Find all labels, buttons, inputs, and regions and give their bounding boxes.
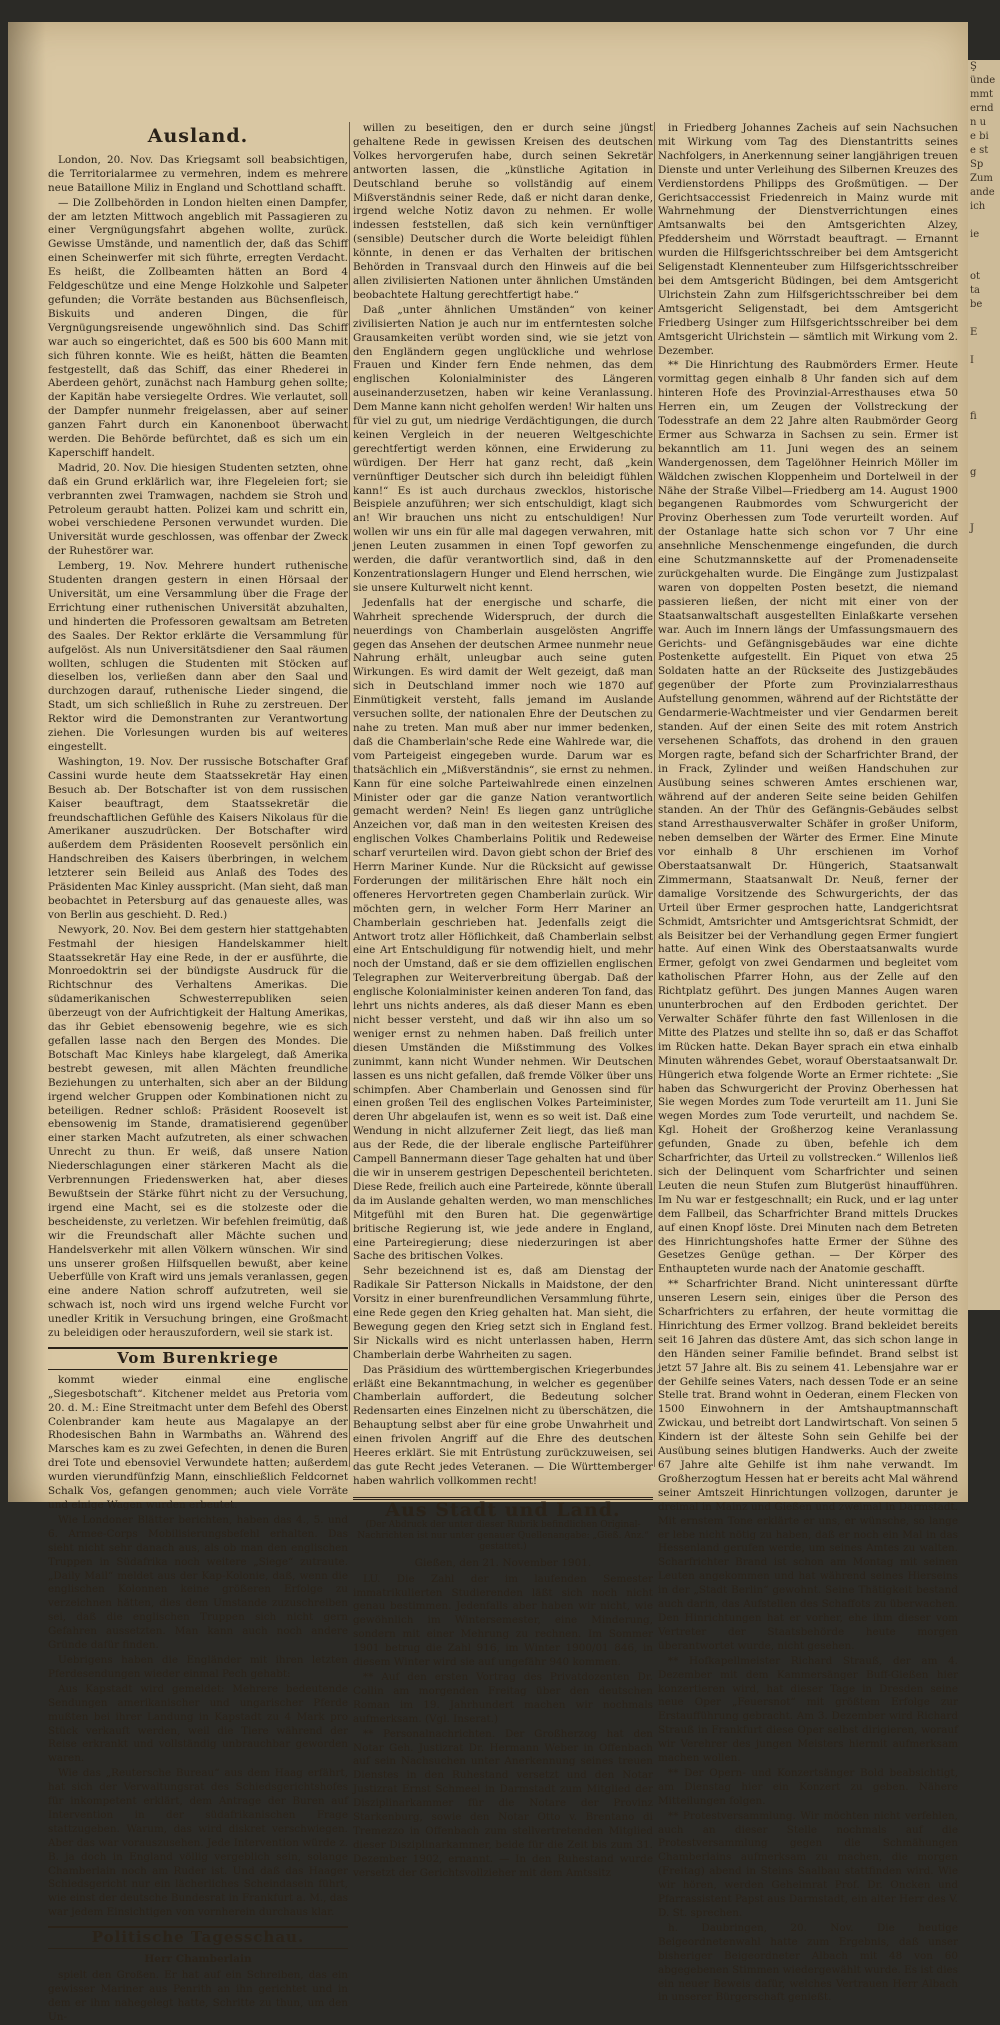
- article-paragraph: ** Scharfrichter Brand. Nicht uninteressant dürfte unseren Lesern sein, einiges über die Person des Scharfrichters zu erfahren, der heute vormittag die Hinrichtung des Ermer vollzog. Brand bekleidet bereits seit 16 Jahren das düstere Amt, das sich schon lange in den Händen seiner Familie befindet. Brand selbst ist jetzt 57 Jahre alt. Bis zu seinem 41. Lebensjahre war er der Gehilfe seines Vaters, nach dessen Tode er an seine Stelle trat. Brand wohnt in Oederan, einem Flecken von 1500 Einwohnern in der Amtshauptmannschaft Zwickau, und betreibt dort Landwirtschaft. Von seinen 5 Kindern ist der älteste Sohn sein Gehilfe bei der Ausübung seines blutigen Handwerks. Auch der zweite 67 Jahre alte Gehilfe ist ihm nahe verwandt. Im Großherzogtum Hessen hat er bereits acht Mal während seiner Amtszeit Hinrichtungen vollzogen, darunter je dreimal in Mainz und Gießen und zweimal in Darmstadt. Mit ernstem Tone erklärte er uns, er wünsche, so lange er lebe nicht nötig zu haben, daß er noch ein Mal in das Hessenland gerufen werde, um seines Amtes zu walten. Scharfrichter Brand ist schon am Montag mit seinen Leuten angekommen und hat während seines Hierseins in der „Stadt Berlin“ gewohnt. Seine Thätigkeit bestand auch darin, das Aufstellen des Schaffots zu überwachen. Den Hinrichtungen hat er vorher, ehe ihm dieser vom Vertreter der Staatsbehörde heute morgen überantwortet wurde, nicht gesehen.: [658, 1278, 958, 1652]
- edge-fragment: [968, 480, 1000, 494]
- edge-fragment: ünde: [970, 75, 996, 86]
- reprint-note: (Der Abdruck der unter dieser Rubrik befindlichen Original-Nachrichten ist nur unter genauer Quellenangabe: „Gieß. Anz.“ gestattet.): [357, 1519, 649, 1552]
- edge-fragment: e bi: [970, 131, 989, 142]
- adjacent-page-edge: [968, 60, 1000, 1310]
- edge-fragment: I: [970, 355, 974, 366]
- article-paragraph: Lemberg, 19. Nov. Mehrere hundert ruthenische Studenten drangen gestern in einen Hörsaal der Universität, um eine Versammlung über die Frage der Errichtung einer ruthenischen Universität abzuhalten, und hinderten die Professoren gewaltsam am Betreten des Saales. Der Rektor erklärte die Versammlung für aufgelöst. Als nun Universitätsdiener den Saal räumen wollten, schlugen die Studenten mit Stöcken auf dieselben los, verließen dann aber den Saal und durchzogen darauf, ruthenische Lieder singend, die Stadt, um sich schließlich in Ruhe zu zerstreuen. Der Rektor wird die Demonstranten zur Verantwortung ziehen. Die Vorlesungen wurden bis auf weiteres eingestellt.: [48, 560, 348, 753]
- edge-fragment: J: [970, 523, 975, 534]
- edge-fragment: [968, 340, 1000, 354]
- edge-fragment: n u: [970, 117, 987, 128]
- edge-fragment: ot: [970, 271, 981, 282]
- column-2: [353, 122, 653, 1879]
- burenkriege-articles: [48, 1374, 348, 1920]
- article-paragraph: Uebrigens haben die Engländer mit ihren letzten Pferdesendungen wieder einmal Pech gehabt:: [48, 1653, 348, 1680]
- article-paragraph: ** Personalnachrichten. Der Großherzog hat den Notar Geh. Justizrat Dr. Hermann Weber in Offenbach auf sein Nachsuchen unter Anerkennung seines treuen Dienstes in den Ruhestand versetzt und den Notar Justizrat Ernst Schmeel in Darmstadt zum Mitglied der Disziplinarkammer für die Notare der Provinz Starkenburg, sowie den Notar Otto v. Brentano di Tremezzo in Offenbach zum stellvertretenden Mitglied dieser Disziplinarkammer, beide für die Zeit bis zum 31. Dezember 1902, ernannt. — In den Ruhestand wurde versetzt der Gerichtsvollzieher mit dem Amtssitz: [353, 1727, 653, 1879]
- edge-fragment: Zum: [970, 173, 993, 184]
- edge-fragment: [968, 368, 1000, 382]
- edge-fragment: [968, 494, 1000, 508]
- article-paragraph: Madrid, 20. Nov. Die hiesigen Studenten setzten, ohne daß ein Grund erklärlich war, ihre Flegeleien fort; sie verbrannten zwei Tramwagen, nachdem sie Stroh und Petroleum geraubt hatten. Polizei kam und schritt ein, wobei verschiedene Personen verwundet wurden. Die Universität wurde geschlossen, was offenbar der Zweck der Ruhestörer war.: [48, 461, 348, 558]
- article-paragraph: h. Daubringen, 20. Nov. Die heutige Beigeordnetenwahl hatte zum Ergebnis, daß unser bisheriger Beigeordneter Albach mit 48 von 60 abgegebenen Stimmen wiedergewählt wurde. Es ist dies ein neuer Beweis dafür, welches Vertrauen Herr Albach in unserer Bürgerschaft genießt.: [658, 1921, 958, 2004]
- edge-fragment: [968, 452, 1000, 466]
- local-news-cont: [658, 122, 958, 2005]
- edge-fragment: Sp: [970, 159, 984, 170]
- article-paragraph: Newyork, 20. Nov. Bei dem gestern hier stattgehabten Festmahl der hiesigen Handelskammer hielt Staatssekretär Hay eine Rede, in der er ausführte, die Monroedoktrin sei der bündigste Ausdruck für die Richtschnur des Verhaltens Amerikas. Die südamerikanischen Schwesterrepubliken seien überzeugt von der Aufrichtigkeit der Haltung Amerikas, das ihr Gebiet ebensowenig begehre, wie es sich gefallen lasse nach den Bergen des Mondes. Die Botschaft Mac Kinleys habe klargelegt, daß Amerika bestrebt gewesen, mit allen Mächten freundliche Beziehungen zu unterhalten, sich aber an der Bildung irgend welcher Gruppen oder Kombinationen nicht zu beteiligen. Redner schloß: Präsident Roosevelt ist ebensowenig im Stande, dramatisierend gegenüber einer starken Macht aufzutreten, als einer schwachen Unrecht zu thun. Er weiß, daß unsere Nation Niederschlagungen einer stärkeren Macht als die Verbrennungen Friedenswerken hat, aber dieses Bewußtsein der Stärke führt nicht zu der Versuchung, irgend eine Macht, sei es die stolzeste oder die bescheidenste, zu verletzen. Wir befehlen freimütig, daß wir die Freundschaft aller Mächte suchen und Handelsverkehr mit allen Völkern wünschen. Wir sind uns unserer großen Hilfsquellen bewußt, aber keine Ueberfülle von Kraft wird uns jemals veranlassen, gegen eine andere Nation schroff aufzutreten, weil sie schwach ist, noch wird uns irgend welche Furcht vor unedler Kritik in Versuchung bringen, eine Großmacht zu beleidigen oder herauszufordern, weil sie stark ist.: [48, 923, 349, 1340]
- article-paragraph: LU. Die Zahl der im laufenden Semester immatrikulierten Studierenden läßt sich noch nicht genau bestimmen. Jedenfalls aber haben wir nicht, wie gewöhnlich im Wintersemester, eine Minderung, sondern mit einer Mehrung zu rechnen. Im Sommer 1901 betrug die Zahl 916, im Winter 1900/01 846, in diesem Winter wird sie auf ungefähr 940 kommen.: [353, 1572, 653, 1669]
- article-paragraph: Sehr bezeichnend ist es, daß am Dienstag der Radikale Sir Patterson Nickalls in Maidstone, der den Vorsitz in einer burenfreundlichen Versammlung führte, eine Rede gegen den Krieg gehalten hat. Man sieht, die Bewegung gegen den Krieg setzt sich in England fest. Sir Nickalls wird es nicht unterlassen haben, Herrn Chamberlain derbe Wahrheiten zu sagen.: [353, 1265, 653, 1361]
- article-paragraph: ** Protestversammlung. Wir möchten nicht verfehlen, auch an dieser Stelle nochmals auf die Protestversammlung gegen die Schmähungen Chamberlains aufmerksam zu machen, die morgen (Freitag) abend in Steins Saalbau stattfinden wird. Wie wir hören, werden Geheimrat Prof. Dr. Oncken und Pfarrassistent Papst aus Darmstadt, ein alter Herr des V. D. St. sprechen.: [658, 1809, 958, 1919]
- edge-fragment: [968, 242, 1000, 256]
- edge-fragment: ernd: [970, 103, 994, 114]
- heading-burenkriege: Vom Burenkriege: [48, 1347, 348, 1370]
- edge-fragment: g: [970, 467, 977, 478]
- article-paragraph: ** Auf den ersten Vortrag des Privatdozenten Dr. Collin am morgenden Freitag über den deutschen Roman im 19. Jahrhundert machen wir nochmals aufmerksam. (Vgl. Inserat.): [353, 1670, 653, 1725]
- heading-politische-tagesschau: Politische Tagesschau.: [48, 1926, 348, 1949]
- chamberlain-article-start: [48, 1969, 348, 2025]
- column-divider: [349, 122, 350, 1467]
- newspaper-page: [8, 22, 968, 2023]
- article-paragraph: in Friedberg Johannes Zacheis auf sein Nachsuchen mit Wirkung vom Tag des Dienstantritts seines Nachfolgers, in Anerkennung seiner langjährigen treuen Dienste und unter Verleihung des Silbernen Kreuzes des Verdienstordens Philipps des Großmütigen. — Der Gerichtsaccessist Friedenreich in Mainz wurde mit Wahrnehmung der Dienstverrichtungen eines Amtsanwalts bei den Amtsgerichten Alzey, Pfeddersheim und Wörrstadt beauftragt. — Ernannt wurden die Hilfsgerichtsschreiber bei dem Amtsgericht Seligenstadt Klennenteuber zum Hilfsgerichtsschreiber bei dem Amtsgericht Büdingen, bei dem Amtsgericht Ulrichstein Zahn zum Hilfsgerichtsschreiber bei dem Amtsgericht Seligenstadt, bei dem Amtsgericht Friedberg Usinger zum Hilfsgerichtsschreiber bei dem Amtsgericht Ulrichstein — sämtlich mit Wirkung vom 2. Dezember.: [658, 122, 958, 357]
- edge-fragment: ta: [970, 285, 980, 296]
- article-paragraph: Washington, 19. Nov. Der russische Botschafter Graf Cassini wurde heute dem Staatssekretär Hay einen Besuch ab. Der Botschafter ist von dem russischen Kaiser beauftragt, dem Staatssekretär die freundschaftlichen Gefühle des Kaisers Nikolaus für die Amerikaner auszudrücken. Der Botschafter wird außerdem dem Präsidenten Roosevelt persönlich ein Handschreiben des Kaisers überbringen, in welchem letzterer sein Beileid aus Anlaß des Todes des Präsidenten Mac Kinley ausspricht. (Man sieht, daß man beobachtet in Petersburg auf das genaueste alles, was von Berlin aus geschieht. D. Red.): [48, 755, 348, 921]
- article-paragraph: willen zu beseitigen, den er durch seine jüngst gehaltene Rede in gewissen Kreisen des deutschen Volkes hervorgerufen habe, durch seinen Sekretär antworten lassen, die „künstliche Agitation in Deutschland beruhe so vollständig auf einem Mißverständnis seiner Rede, daß er nicht daran denke, irgend welche Notiz davon zu nehmen. Er wolle indessen feststellen, daß sich kein vernünftiger (sensible) Deutscher durch die Worte beleidigt fühlen könnte, in denen er das Verhalten der britischen Behörden in Transvaal durch den Hinweis auf die bei allen zivilisierten Nationen unter ähnlichen Umständen beobachtete Haltung gerechtfertigt habe.“: [353, 122, 653, 301]
- edge-fragment: fi: [970, 411, 977, 422]
- article-paragraph: spielt den Großen. Er hat auf ein Schreiben, das ein gewisser Mariner aus Penrith an ihn gerichtet und in dem er ihm nahegelegt hatte, Schritte zu thun, um den Un-: [48, 1969, 348, 2023]
- article-paragraph: Jedenfalls hat der energische und scharfe, die Wahrheit sprechende Widerspruch, der durch die neuerdings von Chamberlain ausgelösten Angriffe gegen das Ansehen der deutschen Armee nunmehr neue Nahrung erhält, unleugbar auch seine guten Wirkungen. Es wird damit der Welt gezeigt, daß man sich in Deutschland immer noch wie 1870 auf Einmütigkeit versteht, falls jemand im Auslande versuchen sollte, der nationalen Ehre der Deutschen zu nahe zu treten. Man muß aber nur immer bedenken, daß die Chamberlain'sche Rede eine Wahlrede war, die vom Parteigeist eingegeben wurde. Darum war es thatsächlich ein „Mißverständnis“, sie ernst zu nehmen. Kann für eine solche Parteiwahlrede einen einzelnen Minister oder gar die ganze Nation verantwortlich gemacht werden? Nein! Es liegen ganz untrügliche Anzeichen vor, daß man in den weitesten Kreisen des englischen Volkes Chamberlains Politik und Redeweise scharf verurteilen wird. Davon giebt schon der Brief des Herrn Mariner Kunde. Nur die Rücksicht auf gewisse Forderungen der militärischen Ehre hält noch ein offeneres Hervortreten gegen Chamberlain zurück. Wir möchten gern, in welcher Form Herr Mariner an Chamberlain geschrieben hat. Jedenfalls zeigt die Antwort trotz aller Höflichkeit, daß Chamberlain selbst eine Art Entschuldigung für notwendig hielt, und mehr noch der Umstand, daß er sie dem offiziellen englischen Telegraphen zur Weiterverbreitung übergab. Daß der englische Kolonialminister keinen anderen Ton fand, das lehrt uns nichts anderes, als daß dieser Mann es eben nicht besser versteht, und daß wir ihn also um so weniger ernst zu nehmen haben. Daß freilich unter diesen Umständen die Mißstimmung des Volkes zunimmt, kann nicht Wunder nehmen. Wir Deutschen lassen es uns nicht gefallen, daß fremde Völker über uns schimpfen. Aber Chamberlain und Genossen sind für einen großen Teil des englischen Volkes Parteiminister, deren Uhr abgelaufen ist, wenn es so weit ist. Daß eine Wendung in nicht allzuferner Zeit liegt, das ließ man aus der Rede, die der liberale englische Parteiführer Campell Bannermann dieser Tage gehalten hat und über die wir in unserem gestrigen Depeschenteil berichteten. Diese Rede, freilich auch eine Parteirede, könnte überall da im Auslande gehalten werden, wo man menschliches Mitgefühl mit den Buren hat. Die gegenwärtige britische Regierung ist, wie jede andere in England, eine Parteiregierung; diese niederzuringen ist aber Sache des britischen Volkes.: [353, 596, 653, 1263]
- edge-fragment: [968, 382, 1000, 396]
- page-fold-shadow: [8, 22, 46, 1502]
- heading-aus-stadt-und-land: Aus Stadt und Land.: [353, 1497, 653, 1518]
- ausland-articles: [48, 154, 348, 1341]
- article-paragraph: kommt wieder einmal eine englische „Siegesbotschaft“. Kitchener meldet aus Pretoria vom 20. d. M.: Eine Streitmacht unter dem Befehl des Oberst Colenbrander kam heute aus Magalapye an der Rhodesischen Bahn in Warmbaths an. Während des Marsches kam es zu zwei Gefechten, in denen die Buren drei Tote und ebensoviel Verwundete hatten; außerdem wurden vierundfünfzig Mann, einschließlich Feldcornet Schalk Vos, gefangen genommen; auch viele Vorräte und einige Wagen wurden erbeutet.: [48, 1373, 348, 1511]
- edge-fragment: [968, 214, 1000, 228]
- column-1: [48, 122, 349, 2023]
- edge-fragment: ie: [970, 229, 980, 240]
- article-paragraph: Daß „unter ähnlichen Umständen“ von keiner zivilisierten Nation je auch nur im entferntesten solche Grausamkeiten verübt worden sind, wie sie jetzt von den Engländern gegen unglückliche und wehrlose Frauen und Kinder fern Ende nehmen, das dem englischen Kolonialminister des Längeren auseinanderzusetzen, haben wir keine Veranlassung. Dem Manne kann nicht geholfen werden! Wir halten uns für viel zu gut, um niedrige Verdächtigungen, die durch keinen Vergleich in der neueren Weltgeschichte gerechtfertigt werden können, eine Erwiderung zu würdigen. Der Herr hat ganz recht, daß „kein vernünftiger Deutscher sich durch ihn beleidigt fühlen kann!“ Es ist auch durchaus zwecklos, historische Beispiele anzuführen; wer sich entschuldigt, klagt sich an! Wir brauchen uns nicht zu entschuldigen! Nur wollen wir uns ein für alle mal dagegen verwahren, mit jenen Leuten zusammen in einen Topf geworfen zu werden, die dafür verantwortlich sind, daß in den Konzentrationslagern Hunger und Elend herrschen, wie sie unsere Kulturwelt nicht kennt.: [353, 303, 653, 594]
- edge-fragment: ande: [970, 187, 995, 198]
- article-paragraph: — Die Zollbehörden in London hielten einen Dampfer, der am letzten Mittwoch angeblich mit Passagieren zu einer Vergnügungsfahrt abgehen wollte, zurück. Gewisse Umstände, und namentlich der, daß das Schiff einen Scheinwerfer mit sich führte, erregten Verdacht. Es heißt, die Zollbeamten hätten an Bord 4 Feldgeschütze und eine Menge Holzkohle und Salpeter gefunden; die Vorräte bestanden aus Büchsenfleisch, Biskuits und anderen Dingen, die für Vergnügungsreisende ungewöhnlich sind. Das Schiff war auch so eingerichtet, daß es 500 bis 600 Mann mit sich führen konnte. Wie es heißt, hätten die Beamten festgestellt, daß das Schiff, das einer Rhederei in Aberdeen gehört, zunächst nach Hamburg gehen sollte; der Kapitän habe versiegelte Ordres. Wie verlautet, soll der Dampfer nunmehr freigelassen, aber auf seiner ganzen Fahrt durch ein Kanonenboot überwacht werden. Die Behörde befürchtet, daß es sich um ein Kaperschiff handelt.: [48, 196, 348, 459]
- article-paragraph: ** Der Opern- und Konzertsänger Bold beabsichtigt, am Dienstag hier ein Konzert zu geben. Nähere Mitteilungen folgen.: [658, 1766, 958, 1807]
- heading-ausland: Ausland.: [147, 125, 249, 147]
- edge-fragment: E: [970, 327, 978, 338]
- column-divider: [654, 122, 655, 1467]
- article-paragraph: Das Präsidium des württembergischen Kriegerbundes erläßt eine Bekanntmachung, in welcher es gegenüber Chamberlain auffordert, die Bedeutung solcher Redensarten eines Einzelnen nicht zu überschätzen, die Behauptung selbst aber für eine grobe Unwahrheit und einen frivolen Angriff auf die Ehre des deutschen Heeres erklärt. Sie mit Entrüstung zurückzuweisen, sei das gute Recht jedes Veteranen. — Die Württemberger haben wahrlich vollkommen recht!: [353, 1363, 653, 1487]
- edge-fragment: ich: [970, 201, 986, 212]
- edge-fragment: [968, 396, 1000, 410]
- edge-fragment: mmt: [970, 89, 993, 100]
- subheading-chamberlain: Herr Chamberlain: [144, 1953, 252, 1966]
- column-3: [658, 122, 958, 2004]
- article-paragraph: ** Hofkapellmeister Richard Strauß, der am 4. Dezember mit dem Kammersänger Buff-Gießen hier konzertieren wird, hat dieser Tage in Dresden seine neue Oper „Feuersnot“ mit größtem Erfolge zur Erstaufführung gebracht. Am 3. Dezember wird Richard Strauß in Frankfurt diese Oper selbst dirigieren, worauf wir Verehrer des jungen Meisters hiermit aufmerksam machen wollen.: [658, 1654, 958, 1765]
- edge-fragment: [968, 256, 1000, 270]
- article-paragraph: London, 20. Nov. Das Kriegsamt soll beabsichtigen, die Territorialarmee zu vermehren, indem es mehrere neue Bataillone Miliz in England und Schottland schafft.: [48, 153, 348, 194]
- adjacent-page-fragments: [968, 60, 1000, 536]
- chamberlain-article-cont: [353, 122, 653, 1489]
- edge-fragment: [968, 312, 1000, 326]
- article-paragraph: ** Die Hinrichtung des Raubmörders Ermer. Heute vormittag gegen einhalb 8 Uhr fanden sich auf dem hinteren Hofe des Provinzial-Arresthauses etwa 50 Herren ein, um Zeugen der Vollstreckung der Todesstrafe an dem 22 Jahre alten Raubmörder Georg Ermer aus Schwarza in Sachsen zu sein. Ermer ist bekanntlich am 11. Juni wegen des an seinem Wandergenossen, dem Tagelöhner Heinrich Möller im Wäldchen zwischen Kloppenheim und Dortelweil in der Nähe der Straße Vilbel—Friedberg am 14. August 1900 begangenen Raubmordes vom Schwurgericht der Provinz Oberhessen zum Tode verurteilt worden. Auf der Ostanlage hatte sich schon vor 7 Uhr eine ansehnliche Menschenmenge eingefunden, die durch eine Schutzmannskette auf der Promenadenseite zurückgehalten wurde. Die Eingänge zum Justizpalast waren von doppelten Posten besetzt, die niemand passieren ließen, der nicht mit einer von der Staatsanwaltschaft ausgestellten Einlaßkarte versehen war. Auch im Innern längs der Umfassungsmauern des Gerichts- und Gefängnisgebäudes war eine dichte Postenkette aufgestellt. Ein Piquet von etwa 25 Soldaten hatte an der Rückseite des Justizgebäudes gegenüber der Pforte zum Provinzialarresthaus Aufstellung genommen, während auf der Richtstätte der Gendarmerie-Wachtmeister und vier Gendarmen bereit standen. Auf der einen Seite des mit rotem Anstrich versehenen Schaffots, das drohend in den grauen Morgen ragte, befand sich der Scharfrichter Brand, der in Frack, Zylinder und weißen Handschuhen zur Ausübung seines schweren Amtes erschienen war, während auf der anderen Seite seine beiden Gehilfen standen. An der Thür des Gefängnis-Gebäudes selbst stand Arresthausverwalter Schäfer in großer Uniform, neben demselben der Wärter des Ermer. Eine Minute vor einhalb 8 Uhr erschienen im Vorhof Oberstaatsanwalt Dr. Hüngerich, Staatsanwalt Zimmermann, Staatsanwalt Dr. Neuß, ferner der damalige Vorsitzende des Schwurgerichts, der das Urteil über Ermer gesprochen hatte, Landgerichtsrat Schmidt, Amtsrichter und Amtsgerichtsrat Schmidt, der als Beisitzer bei der Verhandlung gegen Ermer fungiert hatte. Auf einen Wink des Oberstaatsanwalts wurde Ermer, gefolgt von zwei Gendarmen und begleitet vom katholischen Pfarrer Hohn, aus der Zelle auf den Richtplatz geführt. Des jungen Mannes Augen waren ununterbrochen auf den Erdboden gerichtet. Der Verwalter Schäfer führte den fast Willenlosen in die Mitte des Platzes und stellte ihn so, daß er das Schaffot im Rücken hatte. Dekan Bayer sprach ein etwa einhalb Minuten währendes Gebet, worauf Oberstaatsanwalt Dr. Hüngerich etwa folgende Worte an Ermer richtete: „Sie haben das Schwurgericht der Provinz Oberhessen hat Sie wegen Mordes zum Tode verurteilt am 11. Juni Sie wegen Mordes zum Tode verurteilt, und nachdem Se. Kgl. Hoheit der Großherzog keine Veranlassung gefunden, Gnade zu üben, befehle ich dem Scharfrichter, das Urteil zu vollstrecken.“ Willenlos ließ sich der Delinquent vom Scharfrichter und seinen Leuten die neun Stufen zum Blutgerüst hinaufführen. Im Nu war er festgeschnallt; ein Ruck, und er lag unter dem Fallbeil, das Scharfrichter Brand mittels Druckes auf einen Knopf löste. Drei Minuten nach dem Betreten des Hinrichtungshofes hatte Ermer der Sühne des Gesetzes Genüge gethan. — Der Körper des Enthaupteten wurde nach der Anatomie geschafft.: [658, 359, 958, 1276]
- edge-fragment: Ş: [970, 61, 977, 72]
- edge-fragment: e st: [970, 145, 989, 156]
- edge-fragment: [968, 424, 1000, 438]
- dateline: Gießen, den 21. November 1901.: [414, 1556, 592, 1569]
- article-paragraph: Wie Londoner Blätter berichten, haben das 4., 5. und 6. Armee-Corps Mobilisierungsbefehl erhalten. Das sieht nicht sehr danach aus, als ob man den englischen Truppen in Südafrika noch weitere „Siege“ zutraute. „Daily Mail“ meldet aus der Kap-Kolonie, daß, wenn die englischen Kolonnen keine größeren Erfolge zu verzeichnen hätten, dies dem Umstande zuzuschreiben sei, daß die englischen Truppen sich nicht gern Gefahren aussetzten. Man kann auch noch andere Gründe dafür finden.: [48, 1513, 348, 1652]
- article-paragraph: Aus Kapstadt wird gemeldet: Mehrere bedeutende Sendungen amerikanischer und ungarischer Pferde mußten bei ihrer Landung in Kapstadt zu 4 Mark pro Stück verkauft werden, weil die Tiere während der Reise erkrankt und vollständig unbrauchbar geworden waren.: [48, 1682, 348, 1765]
- local-news: [353, 1573, 653, 1881]
- edge-fragment: be: [970, 299, 983, 310]
- edge-fragment: [968, 508, 1000, 522]
- edge-fragment: [968, 438, 1000, 452]
- article-paragraph: Wie das „Reutersche Bureau“ aus dem Haag erfährt, hat sich der Verwaltungsrat des Schiedsgerichtshofes für inkompetent erklärt, dem Antrage der Buren auf Intervention in der südafrikanischen Frage stattzugeben. Warum, das wird diskret verschwiegen. Aber das war vorauszusehen. Jede Intervention würde z. B. ja doch in England völlig vergeblich sein, solange Chamberlain noch am Ruder ist. Und daß das Haager Schiedsgericht nur ein lächerliches Scheindasein führt, wie einst der deutsche Bundesrat in Frankfurt a. M., das war jedem Einsichtigen von vornherein durchaus klar.: [48, 1767, 348, 1919]
